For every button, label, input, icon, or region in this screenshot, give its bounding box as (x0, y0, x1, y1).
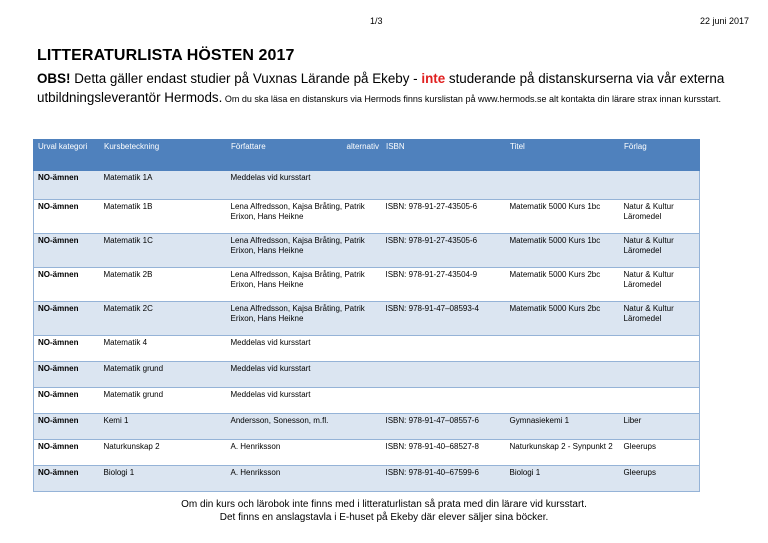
cell-course: Matematik 1B (100, 200, 227, 234)
header-publisher: Förlag (620, 140, 700, 171)
cell-publisher: Natur & Kultur Läromedel (620, 234, 700, 268)
table-row (34, 414, 700, 440)
cell-title: Biologi 1 (506, 466, 620, 492)
notice-small-text: Om du ska läsa en distanskurs via Hermods finns kurslistan på www.hermods.se alt kontakta din lärare strax innan kursstart. (222, 94, 722, 104)
cell-category: NO-ämnen (34, 336, 100, 362)
cell-publisher: Liber (620, 414, 700, 440)
notice-paragraph (37, 69, 737, 107)
table-row (34, 466, 700, 492)
cell-author: Andersson, Sonesson, m.fl. (227, 414, 382, 440)
notice-text-1: Detta gäller endast studier på Vuxnas Lärande på Ekeby - (70, 71, 422, 86)
cell-publisher: Natur & Kultur Läromedel (620, 302, 700, 336)
cell-title: Gymnasiekemi 1 (506, 414, 620, 440)
cell-category: NO-ämnen (34, 200, 100, 234)
cell-author: Meddelas vid kursstart (227, 336, 382, 362)
cell-isbn (382, 362, 506, 388)
cell-category: NO-ämnen (34, 440, 100, 466)
cell-publisher: Natur & Kultur Läromedel (620, 200, 700, 234)
header-course: Kursbeteckning (100, 140, 227, 171)
notice-inte: inte (421, 71, 446, 86)
table-row (34, 200, 700, 234)
cell-author: Lena Alfredsson, Kajsa Bråting, Patrik Erixon, Hans Heikne (227, 302, 382, 336)
cell-publisher (620, 171, 700, 200)
cell-category: NO-ämnen (34, 268, 100, 302)
cell-course: Matematik 1A (100, 171, 227, 200)
cell-category: NO-ämnen (34, 414, 100, 440)
cell-title: Matematik 5000 Kurs 2bc (506, 268, 620, 302)
cell-category: NO-ämnen (34, 388, 100, 414)
footer-line-2: Det finns en anslagstavla i E-huset på Ekeby där elever säljer sina böcker. (219, 512, 549, 523)
cell-title: Matematik 5000 Kurs 2bc (506, 302, 620, 336)
cell-author: Meddelas vid kursstart (227, 388, 382, 414)
cell-isbn: ISBN: 978-91-27-43505-6 (382, 234, 506, 268)
table-row (34, 388, 700, 414)
cell-title (506, 171, 620, 200)
cell-isbn: ISBN: 978-91-47–08593-4 (382, 302, 506, 336)
footer-line-1: Om din kurs och lärobok inte finns med i litteraturlistan så prata med din lärare vid kursstart. (181, 499, 587, 510)
cell-isbn: ISBN: 978-91-40–67599-6 (382, 466, 506, 492)
cell-publisher: Gleerups (620, 466, 700, 492)
table-row (34, 171, 700, 200)
table-header-row (34, 140, 700, 171)
header-title: Titel (506, 140, 620, 171)
cell-course: Kemi 1 (100, 414, 227, 440)
header-author (227, 140, 382, 171)
cell-title (506, 388, 620, 414)
document-date: 22 juni 2017 (699, 16, 749, 26)
cell-author: A. Henriksson (227, 440, 382, 466)
notice-obs: OBS! (37, 71, 71, 86)
cell-title: Matematik 5000 Kurs 1bc (506, 234, 620, 268)
cell-course: Matematik 1C (100, 234, 227, 268)
cell-isbn (382, 388, 506, 414)
cell-course: Matematik 4 (100, 336, 227, 362)
cell-course: Matematik grund (100, 388, 227, 414)
cell-author: A. Henriksson (227, 466, 382, 492)
cell-author: Lena Alfredsson, Kajsa Bråting, Patrik Erixon, Hans Heikne (227, 200, 382, 234)
cell-category: NO-ämnen (34, 466, 100, 492)
footer-note (0, 498, 768, 524)
cell-category: NO-ämnen (34, 171, 100, 200)
table-row (34, 268, 700, 302)
table-row (34, 440, 700, 466)
cell-publisher (620, 336, 700, 362)
header-isbn: ISBN (382, 140, 506, 171)
cell-isbn (382, 171, 506, 200)
cell-isbn: ISBN: 978-91-40–68527-8 (382, 440, 506, 466)
cell-isbn: ISBN: 978-91-47–08557-6 (382, 414, 506, 440)
header-author-label: Författare (231, 142, 266, 151)
cell-publisher: Gleerups (620, 440, 700, 466)
cell-title (506, 362, 620, 388)
cell-category: NO-ämnen (34, 234, 100, 268)
cell-isbn: ISBN: 978-91-27-43504-9 (382, 268, 506, 302)
cell-course: Biologi 1 (100, 466, 227, 492)
cell-isbn: ISBN: 978-91-27-43505-6 (382, 200, 506, 234)
cell-course: Matematik 2B (100, 268, 227, 302)
cell-isbn (382, 336, 506, 362)
cell-category: NO-ämnen (34, 302, 100, 336)
notice-text-2: studerande på distanskurserna via vår externa utbildningsleverantör Hermods. (37, 71, 725, 105)
literature-table (33, 139, 700, 492)
table-row (34, 234, 700, 268)
cell-course: Matematik 2C (100, 302, 227, 336)
cell-course: Naturkunskap 2 (100, 440, 227, 466)
cell-category: NO-ämnen (34, 362, 100, 388)
cell-author: Lena Alfredsson, Kajsa Bråting, Patrik Erixon, Hans Heikne (227, 268, 382, 302)
header-category: Urval kategori (34, 140, 100, 171)
table-row (34, 336, 700, 362)
table-row (34, 362, 700, 388)
page-number: 1/3 (370, 16, 383, 26)
cell-author: Lena Alfredsson, Kajsa Bråting, Patrik Erixon, Hans Heikne (227, 234, 382, 268)
cell-title (506, 336, 620, 362)
page-title: LITTERATURLISTA HÖSTEN 2017 (37, 47, 295, 64)
header-alternative: alternativ (346, 142, 379, 151)
cell-author: Meddelas vid kursstart (227, 171, 382, 200)
cell-publisher (620, 362, 700, 388)
cell-title: Naturkunskap 2 - Synpunkt 2 (506, 440, 620, 466)
cell-title: Matematik 5000 Kurs 1bc (506, 200, 620, 234)
cell-author: Meddelas vid kursstart (227, 362, 382, 388)
cell-course: Matematik grund (100, 362, 227, 388)
table-row (34, 302, 700, 336)
cell-publisher (620, 388, 700, 414)
cell-publisher: Natur & Kultur Läromedel (620, 268, 700, 302)
